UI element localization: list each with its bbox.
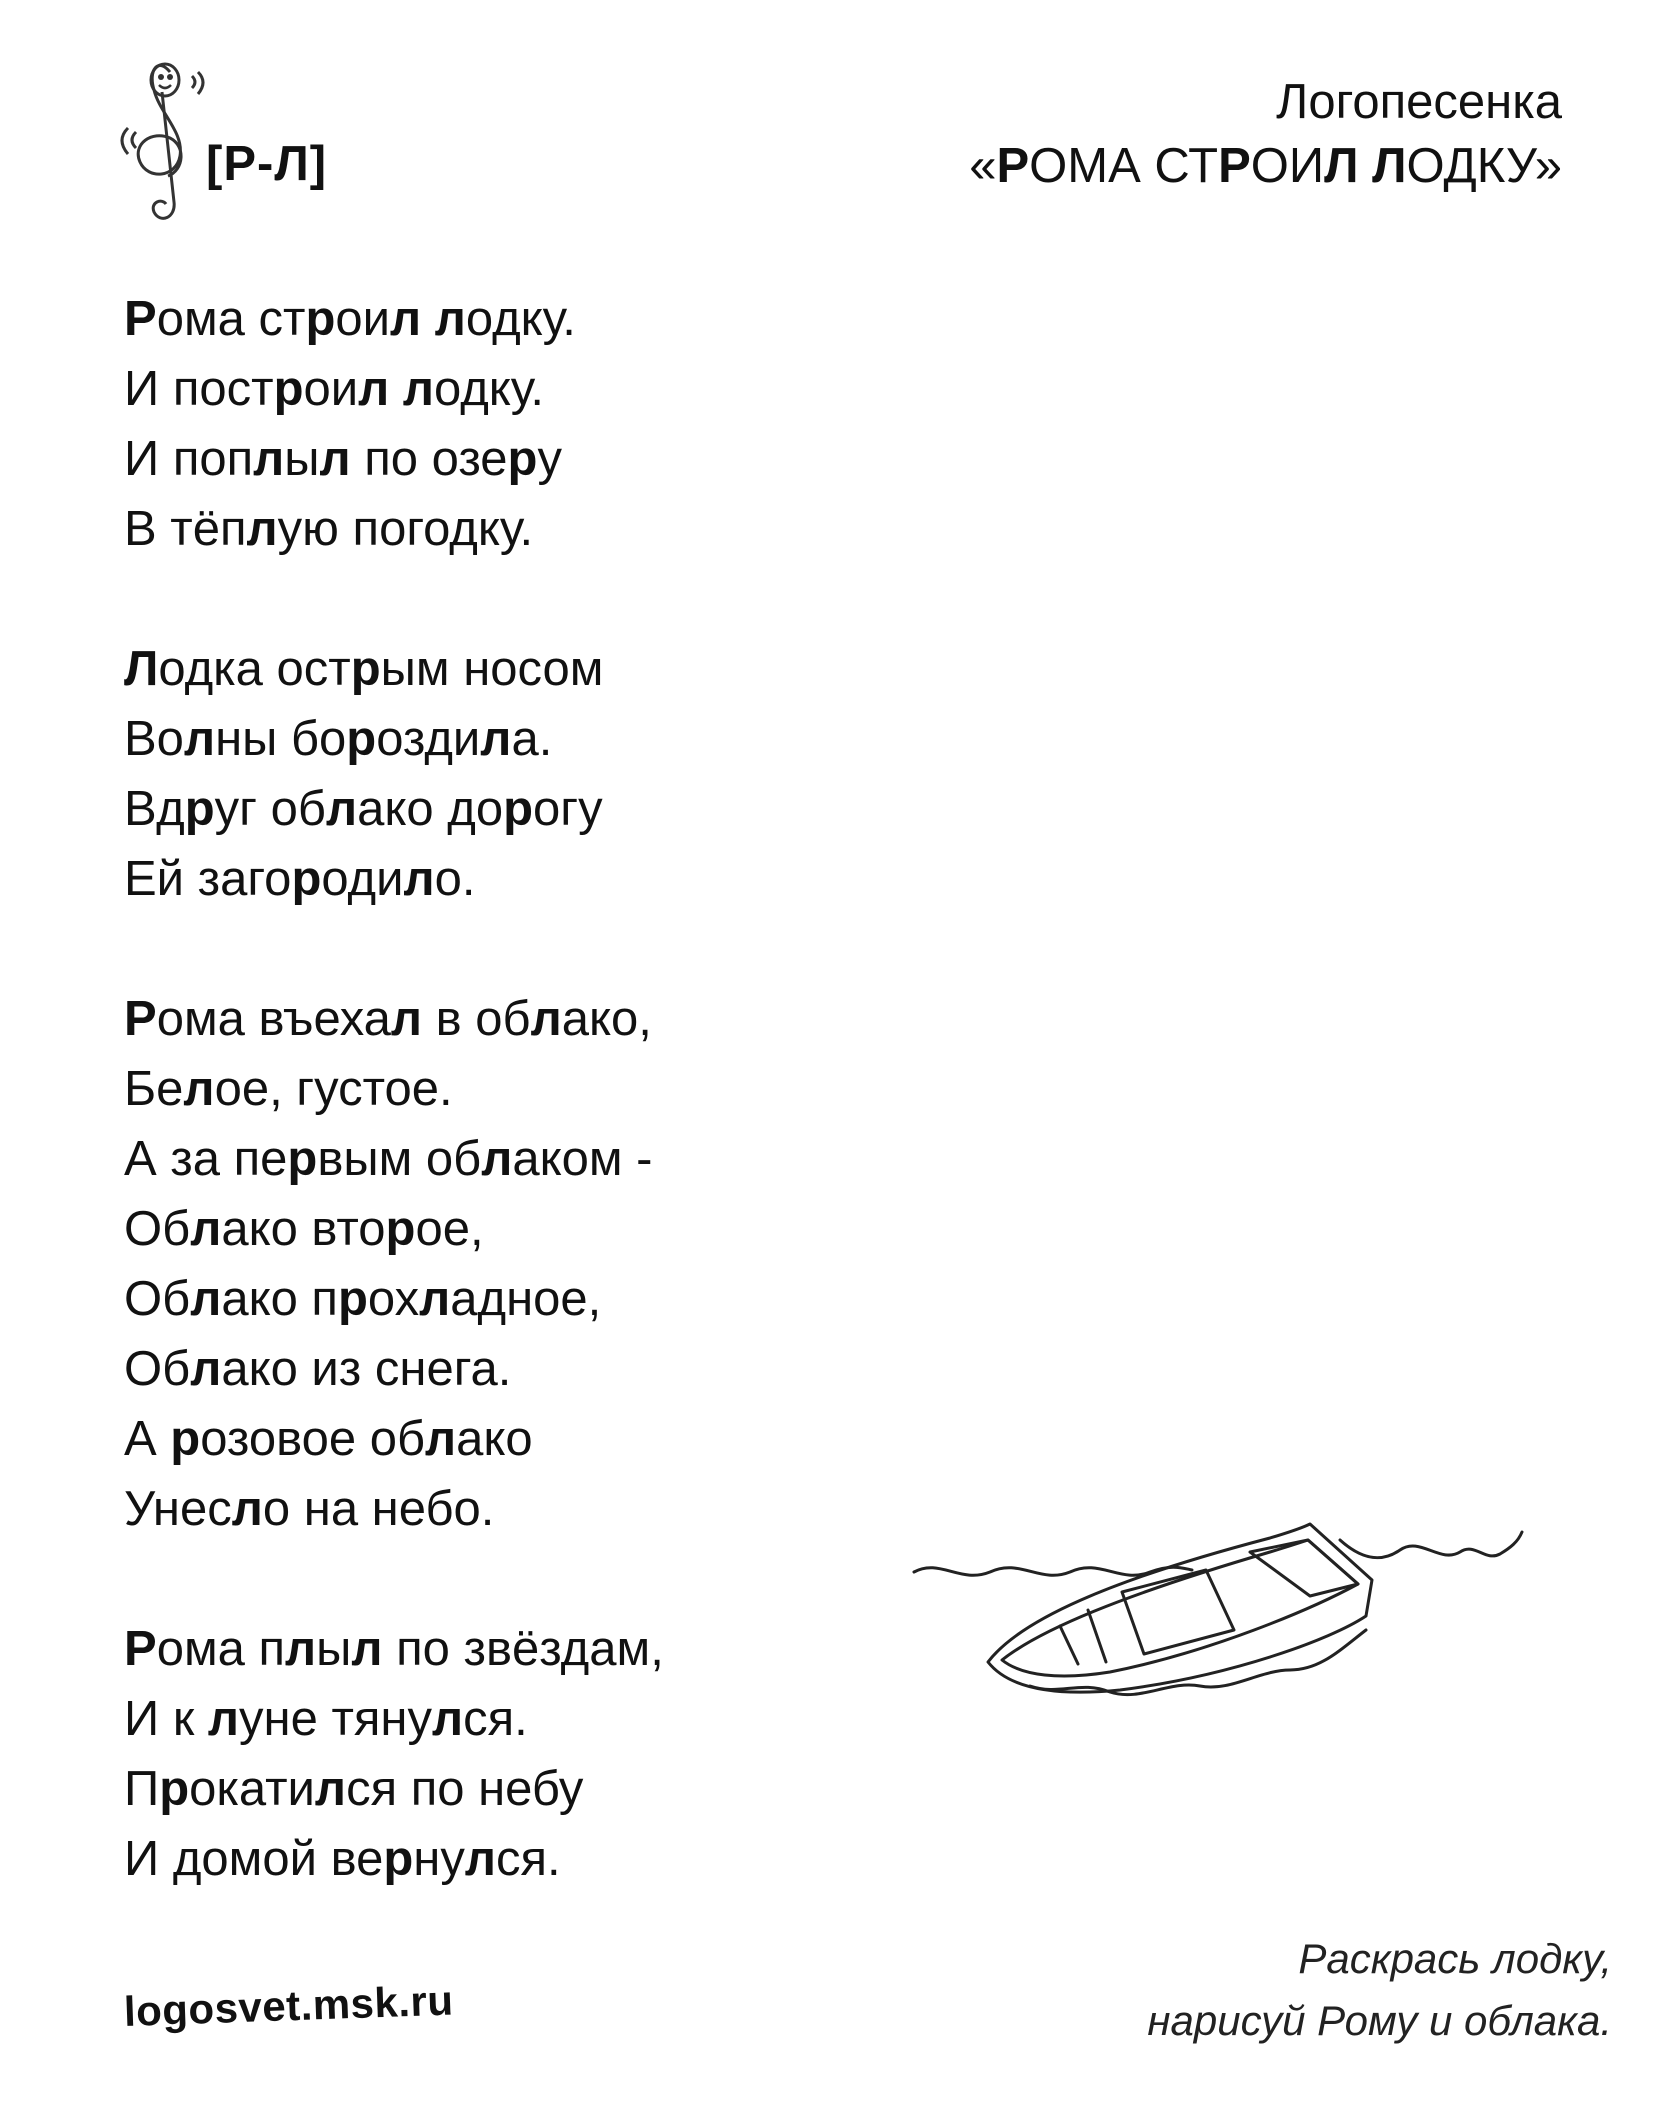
poem-line bbox=[124, 284, 884, 354]
line-text: а. bbox=[511, 712, 553, 766]
boat-illustration-icon bbox=[910, 1480, 1570, 1710]
line-text: ако bbox=[456, 1412, 533, 1466]
highlighted-sound: л bbox=[183, 1062, 215, 1116]
poem-line bbox=[124, 1124, 884, 1194]
highlighted-sound: л bbox=[207, 1692, 240, 1746]
highlighted-sound: л bbox=[190, 1342, 222, 1396]
line-text: озовое об bbox=[200, 1412, 426, 1466]
highlighted-sound: р bbox=[383, 1832, 414, 1886]
line-text: адное, bbox=[450, 1272, 602, 1326]
line-text: Во bbox=[124, 712, 184, 766]
highlighted-sound: р bbox=[385, 1202, 416, 1256]
treble-clef-mascot-icon bbox=[118, 52, 218, 232]
line-text: ако до bbox=[357, 782, 504, 836]
poem-line bbox=[124, 704, 884, 774]
line-text: ома ст bbox=[156, 292, 306, 346]
highlighted-sound: л bbox=[231, 1482, 263, 1536]
highlighted-sound: Л bbox=[124, 642, 159, 696]
line-text: ои bbox=[303, 362, 359, 416]
highlighted-sound: р bbox=[170, 1412, 201, 1466]
line-text: ы bbox=[284, 432, 320, 486]
line-text: Ей заго bbox=[124, 852, 292, 906]
line-text bbox=[421, 292, 435, 346]
poem-line bbox=[124, 1054, 884, 1124]
caption-line-2: нарисуй Рому и облака. bbox=[1147, 1997, 1612, 2044]
line-text: у bbox=[537, 432, 562, 486]
title-segment: ОДКУ» bbox=[1406, 139, 1562, 193]
highlighted-sound: л bbox=[358, 362, 390, 416]
line-text: И к bbox=[124, 1692, 208, 1746]
line-text: ако из снега. bbox=[221, 1342, 512, 1396]
highlighted-sound: р bbox=[305, 292, 336, 346]
line-text: Вд bbox=[124, 782, 185, 836]
line-text: ако, bbox=[561, 992, 652, 1046]
poem-line bbox=[124, 1404, 884, 1474]
highlighted-sound: л bbox=[464, 1832, 496, 1886]
highlighted-sound: р bbox=[159, 1762, 190, 1816]
highlighted-sound: л bbox=[390, 292, 422, 346]
highlighted-sound: л bbox=[403, 852, 435, 906]
line-text: аком - bbox=[512, 1132, 653, 1186]
line-text: ну bbox=[413, 1832, 465, 1886]
title-segment: Р bbox=[1218, 139, 1251, 193]
highlighted-sound: л bbox=[183, 712, 216, 766]
line-text: одку. bbox=[465, 292, 576, 346]
title-segment bbox=[1358, 139, 1372, 193]
line-text: ома въеха bbox=[156, 992, 391, 1046]
line-text: о на небо. bbox=[262, 1482, 495, 1536]
title-segment: Л bbox=[1324, 139, 1359, 193]
poem-line bbox=[124, 774, 884, 844]
line-text: в об bbox=[422, 992, 531, 1046]
highlighted-sound: р bbox=[503, 782, 534, 836]
line-text: И поп bbox=[124, 432, 254, 486]
subtitle: Логопесенка bbox=[1276, 75, 1562, 129]
highlighted-sound: р bbox=[184, 782, 215, 836]
line-text: оди bbox=[321, 852, 404, 906]
line-text: ую погодку. bbox=[277, 502, 534, 556]
line-text: ы bbox=[316, 1622, 352, 1676]
poem-line bbox=[124, 354, 884, 424]
caption bbox=[1147, 1928, 1612, 2052]
highlighted-sound: Р bbox=[124, 1622, 157, 1676]
line-text: Унес bbox=[124, 1482, 232, 1536]
highlighted-sound: л bbox=[314, 1762, 347, 1816]
poem-line bbox=[124, 844, 884, 914]
poem-line bbox=[124, 1334, 884, 1404]
highlighted-sound: л bbox=[434, 292, 466, 346]
highlighted-sound: л bbox=[190, 1272, 222, 1326]
highlighted-sound: р bbox=[507, 432, 538, 486]
line-text: ох bbox=[367, 1272, 420, 1326]
highlighted-sound: л bbox=[190, 1202, 222, 1256]
line-text bbox=[389, 362, 403, 416]
poem-line bbox=[124, 1474, 884, 1544]
line-text: Об bbox=[124, 1202, 191, 1256]
line-text: А за пе bbox=[124, 1132, 288, 1186]
line-text: ны бо bbox=[215, 712, 347, 766]
line-text: ся по небу bbox=[346, 1762, 584, 1816]
line-text: И пост bbox=[124, 362, 274, 416]
line-text: уне тяну bbox=[239, 1692, 432, 1746]
highlighted-sound: л bbox=[390, 992, 423, 1046]
highlighted-sound: л bbox=[432, 1692, 464, 1746]
sound-tag: [Р-Л] bbox=[206, 137, 328, 191]
caption-line-1: Раскрась лодку, bbox=[1298, 1935, 1612, 1982]
highlighted-sound: л bbox=[285, 1622, 317, 1676]
line-text: А bbox=[124, 1412, 171, 1466]
stanza bbox=[124, 284, 884, 564]
line-text: окати bbox=[189, 1762, 315, 1816]
highlighted-sound: л bbox=[425, 1412, 457, 1466]
highlighted-sound: Р bbox=[124, 292, 157, 346]
line-text: В тёп bbox=[124, 502, 247, 556]
poem-line bbox=[124, 634, 884, 704]
highlighted-sound: р bbox=[287, 1132, 318, 1186]
title-segment: « bbox=[969, 139, 997, 193]
title-segment: Л bbox=[1372, 139, 1407, 193]
header-block bbox=[969, 70, 1562, 198]
poem-line bbox=[124, 424, 884, 494]
line-text: ое, густое. bbox=[214, 1062, 453, 1116]
line-text: уг об bbox=[214, 782, 326, 836]
line-text: озди bbox=[376, 712, 481, 766]
line-text: по звёздам, bbox=[382, 1622, 664, 1676]
title-segment: Р bbox=[996, 139, 1030, 193]
highlighted-sound: л bbox=[253, 432, 285, 486]
title-segment: ОМА СТ bbox=[1029, 139, 1219, 193]
highlighted-sound: л bbox=[351, 1622, 383, 1676]
highlighted-sound: р bbox=[350, 642, 381, 696]
line-text: ся. bbox=[495, 1832, 561, 1886]
highlighted-sound: р bbox=[273, 362, 304, 416]
line-text: П bbox=[124, 1762, 160, 1816]
highlighted-sound: л bbox=[480, 712, 512, 766]
line-text: Об bbox=[124, 1272, 191, 1326]
highlighted-sound: л bbox=[325, 782, 358, 836]
highlighted-sound: р bbox=[337, 1272, 368, 1326]
highlighted-sound: л bbox=[481, 1132, 513, 1186]
stanza bbox=[124, 984, 884, 1544]
line-text: Бе bbox=[124, 1062, 184, 1116]
line-text: огу bbox=[533, 782, 603, 836]
poem-line bbox=[124, 984, 884, 1054]
highlighted-sound: Р bbox=[124, 992, 157, 1046]
line-text: по озе bbox=[350, 432, 508, 486]
line-text: ое, bbox=[415, 1202, 484, 1256]
title-segment: ОИ bbox=[1250, 139, 1325, 193]
poem-line bbox=[124, 494, 884, 564]
line-text: ома п bbox=[156, 1622, 286, 1676]
poem bbox=[124, 284, 884, 1964]
line-text: одку. bbox=[434, 362, 544, 416]
highlighted-sound: л bbox=[419, 1272, 451, 1326]
highlighted-sound: л bbox=[530, 992, 562, 1046]
line-text: ся. bbox=[463, 1692, 528, 1746]
line-text: вым об bbox=[317, 1132, 482, 1186]
line-text: Об bbox=[124, 1342, 191, 1396]
poem-line bbox=[124, 1264, 884, 1334]
line-text: ои bbox=[335, 292, 390, 346]
line-text: ако п bbox=[221, 1272, 338, 1326]
poem-line bbox=[124, 1684, 884, 1754]
highlighted-sound: л bbox=[246, 502, 278, 556]
poem-line bbox=[124, 1824, 884, 1894]
line-text: ако вто bbox=[221, 1202, 386, 1256]
stanza bbox=[124, 1614, 884, 1894]
poem-line bbox=[124, 1754, 884, 1824]
highlighted-sound: л bbox=[402, 362, 435, 416]
highlighted-sound: л bbox=[319, 432, 351, 486]
stanza bbox=[124, 634, 884, 914]
footer-site-link[interactable]: logosvet.msk.ru bbox=[123, 1976, 455, 2035]
highlighted-sound: р bbox=[346, 712, 377, 766]
song-title bbox=[969, 134, 1562, 198]
poem-line bbox=[124, 1194, 884, 1264]
highlighted-sound: р bbox=[291, 852, 322, 906]
line-text: ым носом bbox=[380, 642, 604, 696]
line-text: одка ост bbox=[158, 642, 351, 696]
line-text: И домой ве bbox=[124, 1832, 384, 1886]
line-text: о. bbox=[434, 852, 476, 906]
poem-line bbox=[124, 1614, 884, 1684]
